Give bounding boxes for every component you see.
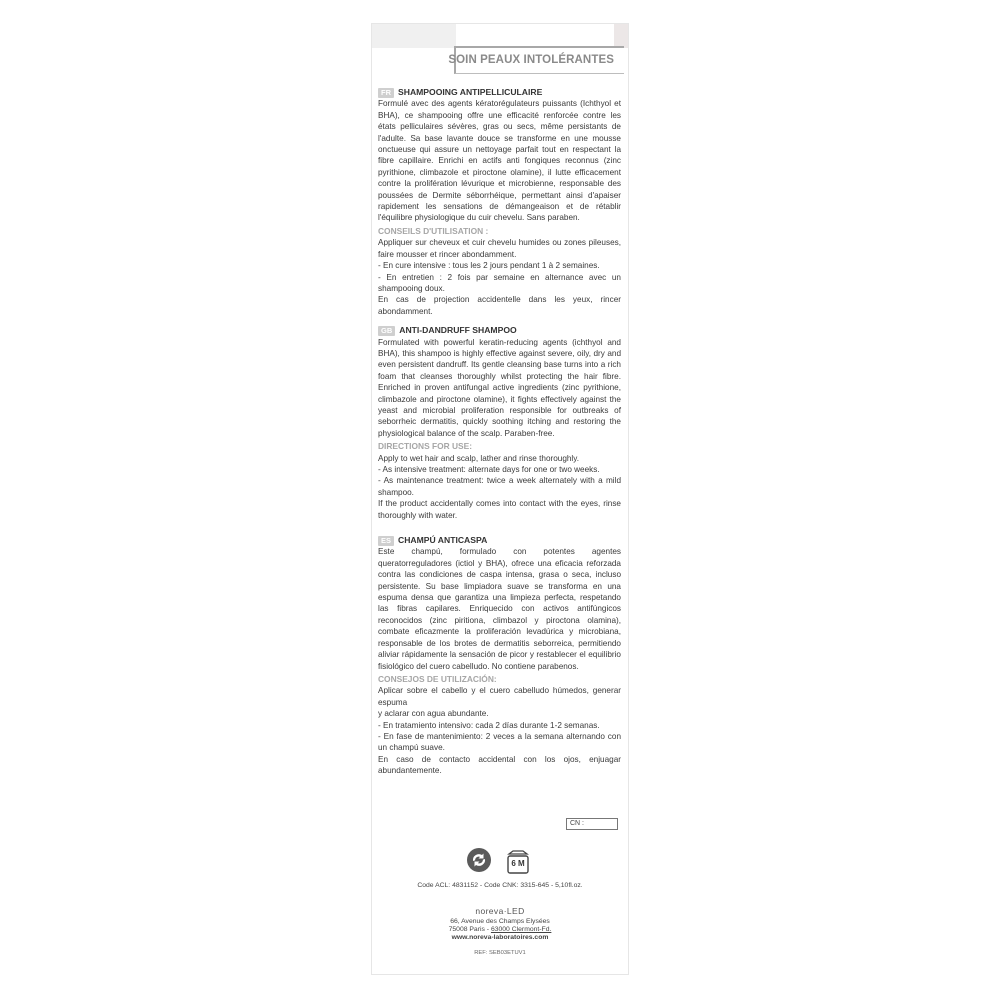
- address-city-paris: 75008 Paris -: [448, 926, 491, 933]
- section-fr-direction: - En cure intensive : tous les 2 jours pendant 1 à 2 semaines.: [378, 261, 600, 271]
- section-gb-direction: Apply to wet hair and scalp, lather and rinse thoroughly.: [378, 453, 580, 463]
- section-gb-directions-title: DIRECTIONS FOR USE:: [378, 441, 472, 452]
- recycle-icon: [466, 847, 492, 878]
- address-line-2: [372, 926, 628, 934]
- pao-label: 6 M: [511, 859, 525, 868]
- pao-jar-icon: [504, 849, 532, 875]
- section-fr-direction: Appliquer sur cheveux et cuir chevelu humides ou zones pileuses, faire mousser et rincer abondamment.: [378, 238, 621, 259]
- address-line-1: 66, Avenue des Champs Elysées: [450, 918, 550, 925]
- section-es-direction: En caso de contacto accidental con los ojos, enjuagar abundantemente.: [378, 754, 621, 776]
- section-es-direction: Aplicar sobre el cabello y el cuero cabelludo húmedos, generar espuma: [378, 686, 621, 707]
- label-content: [378, 87, 621, 785]
- section-gb-direction: If the product accidentally comes into contact with the eyes, rinse thoroughly with water.: [378, 499, 621, 520]
- section-es: [378, 535, 621, 777]
- top-band-left: [372, 24, 456, 48]
- section-es-body: Este champú, formulado con potentes agentes queratorreguladores (ictiol y BHA), ofrece una eficacia reforzada contra las condiciones de caspa intensa, grasa o seca, incluso persistente. Su base limpiadora suave se transforma en una espuma densa que garantiza una limpieza perfecta, respetando las fibras capilares. Enriquecido con activos antifúngicos reconocidos (zinc piritiona, climbazol y piroctona olamina), combate eficazmente la proliferación levadúrica y microbiana, responsable de los brotes de dermatitis seborreica, permitiendo aliviar rápidamente la sensación de picor y restablecer el equilibrio fisiológico del cuero cabelludo. No contiene parabenos.: [378, 547, 621, 671]
- brand-logo: noreva·LED: [475, 906, 525, 916]
- top-band-corner: [614, 24, 628, 48]
- section-gb-direction: - As intensive treatment: alternate days for one or two weeks.: [378, 465, 600, 474]
- product-label-panel: [372, 24, 628, 974]
- product-codes: Code ACL: 4831152 - Code CNK: 3315-645 - 5,10fl.oz.: [417, 882, 583, 889]
- section-gb-heading: [378, 325, 621, 336]
- lang-badge-fr: FR: [378, 88, 394, 98]
- section-fr-heading: [378, 87, 621, 98]
- section-fr-direction: En cas de projection accidentelle dans les yeux, rincer abondamment.: [378, 295, 621, 316]
- cn-label: CN :: [570, 820, 584, 827]
- section-fr-title: SHAMPOOING ANTIPELLICULAIRE: [398, 87, 543, 97]
- section-fr: [378, 87, 621, 317]
- section-fr-direction: - En entretien : 2 fois par semaine en alternance avec un shampooing doux.: [378, 272, 621, 293]
- section-es-title: CHAMPÚ ANTICASPA: [398, 535, 488, 546]
- website-link[interactable]: www.noreva-laboratoires.com: [451, 934, 549, 941]
- header-box: [448, 46, 624, 74]
- section-gb-direction: - As maintenance treatment: twice a week alternately with a mild shampoo.: [378, 476, 621, 497]
- reference-code: REF: SEB03ETUV1: [474, 950, 526, 956]
- section-gb-title: ANTI-DANDRUFF SHAMPOO: [399, 325, 517, 336]
- section-es-directions-title: CONSEJOS DE UTILIZACIÓN:: [378, 673, 497, 684]
- symbols-row: [466, 847, 536, 877]
- address-city-clermont: 63000 Clermont-Fd.: [490, 926, 552, 933]
- section-es-direction: y aclarar con agua abundante.: [378, 709, 489, 719]
- cn-box: [566, 818, 618, 830]
- lang-badge-gb: GB: [378, 326, 395, 336]
- company-address: [372, 918, 628, 942]
- section-es-direction: - En tratamiento intensivo: cada 2 días durante 1-2 semanas.: [378, 720, 600, 730]
- section-gb: [378, 325, 621, 521]
- header-title: SOIN PEAUX INTOLÉRANTES: [448, 54, 614, 66]
- lang-badge-es: ES: [378, 536, 394, 546]
- section-es-heading: [378, 535, 621, 546]
- section-gb-body: Formulated with powerful keratin-reducing agents (ichthyol and BHA), this shampoo is highly effective against severe, oily, dry and even persistent dandruff. Its gentle cleansing base turns into a rich foam that cleanses thoroughly whilst protecting the hair fibre. Enriched in proven antifungal active ingredients (zinc pyrithione, climbazole and piroctone olamine), it fights effectively against the yeast and microbial proliferation responsible for outbreaks of seborrheic dermatitis, quickly soothing itching and restoring the physiological balance of the scalp. Paraben-free.: [378, 337, 621, 438]
- section-fr-directions-title: CONSEILS D'UTILISATION :: [378, 225, 489, 236]
- section-es-direction: - En fase de mantenimiento: 2 veces a la semana alternando con un champú suave.: [378, 731, 621, 753]
- top-band-right: [456, 24, 628, 48]
- section-fr-body: Formulé avec des agents kératorégulateurs puissants (Ichthyol et BHA), ce shampooing offre une efficacité renforcée contre les états pelliculaires sévères, gras ou secs, même persistants de l'adulte. Sa base lavante douce se transforme en une mousse onctueuse qui assure un nettoyage parfait tout en respectant la fibre capillaire. Enrichi en actifs anti fongiques reconnus (zinc pyrithione, climbazole et piroctone olamine), il lutte efficacement contre la prolifération lévurique et microbienne, responsable des poussées de Dermite séborrhéique, permettant ainsi d'apaiser rapidement les sensations de démangeaison et de rétablir l'équilibre physiologique du cuir chevelu. Sans paraben.: [378, 99, 621, 223]
